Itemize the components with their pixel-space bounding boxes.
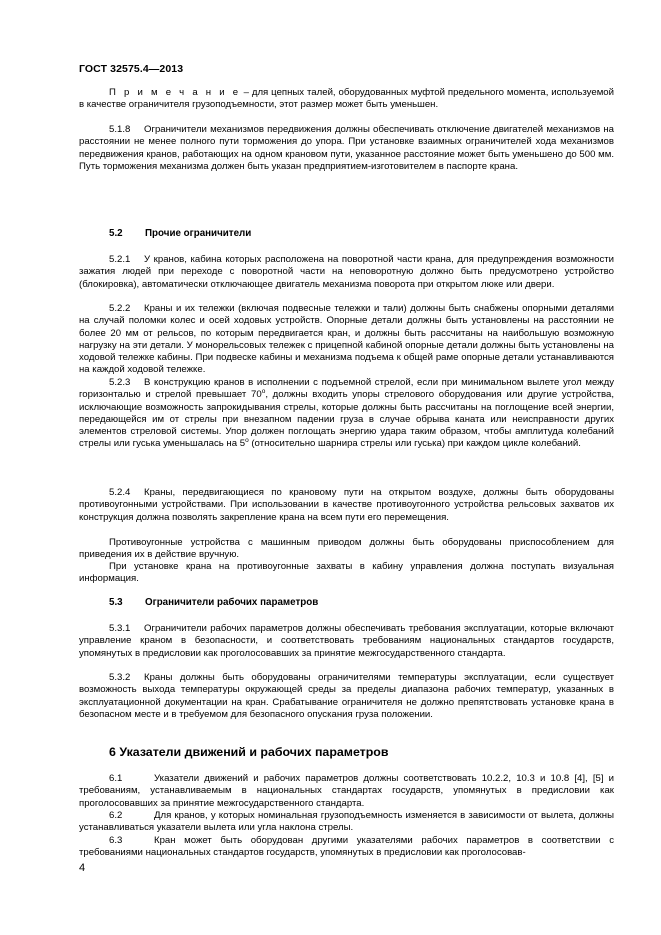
section-number: 5.2 bbox=[109, 228, 123, 239]
clause-5-2-4-para-2 bbox=[79, 537, 614, 562]
clause-text: Краны, передвигающиеся по крановому пути на открытом воздухе, должны быть оборудованы противоугонными устройствами. При использовании в качестве противоугонного устройства рельсовых захватов их конструкция должна позволять закрепление крана на всем пути его перемещения. bbox=[79, 487, 614, 523]
section-6-heading: 6 Указатели движений и рабочих параметров bbox=[109, 745, 389, 759]
clause-6-3 bbox=[79, 835, 614, 860]
clause-number: 5.2.4 bbox=[109, 487, 131, 498]
note-paragraph bbox=[79, 87, 614, 112]
section-5-2-heading bbox=[109, 228, 251, 239]
clause-6-1 bbox=[79, 773, 614, 810]
paragraph-text: Противоугонные устройства с машинным приводом должны быть оборудованы приспособлением для приведения их в действие вручную. bbox=[79, 537, 614, 561]
clause-number: 5.2.2 bbox=[109, 303, 131, 314]
clause-5-2-3 bbox=[79, 377, 614, 451]
clause-number: 6.1 bbox=[109, 773, 123, 784]
clause-5-3-2 bbox=[79, 672, 614, 721]
clause-text: Кран может быть оборудован другими указателями рабочих параметров в соответствии с требованиями национальных стандартов государств, упомянутых в предисловии как проголосовав- bbox=[79, 835, 614, 859]
clause-number: 6.3 bbox=[109, 835, 123, 846]
section-title: Прочие ограничители bbox=[145, 228, 252, 239]
clause-text: Краны и их тележки (включая подвесные тележки и тали) должны быть снабжены опорными деталями на случай поломки колес и осей ходовых устройств. Опорные детали должны быть установлены на расстоянии не более 20 мм от рельсов, по которым передвигается кран, и должны быть рассчитаны на наибольшую возможную нагрузку на эти детали. У монорельсовых тележек с прицепной кабиной опорные детали должны быть установлены на ходовой тележке кабины. При подвеске кабины и механизма подъема к общей раме опорные детали устанавливаются на каждой ходовой тележке. bbox=[79, 303, 614, 376]
section-title: Ограничители рабочих параметров bbox=[145, 597, 319, 608]
section-5-3-heading bbox=[109, 597, 318, 608]
note-text: – для цепных талей, оборудованных муфтой предельного момента, используемой в качестве ограничителя грузоподъемности, этот размер может быть уменьшен. bbox=[79, 87, 614, 111]
clause-5-2-1 bbox=[79, 254, 614, 291]
clause-number: 6.2 bbox=[109, 810, 123, 821]
clause-number: 5.1.8 bbox=[109, 124, 131, 135]
clause-5-2-2 bbox=[79, 303, 614, 377]
clause-text-a: В конструкцию кранов в исполнении с подъемной стрелой, если при минимальном вылете угол между горизонталью и стрелой превышает 70 bbox=[79, 377, 614, 401]
standard-header: ГОСТ 32575.4—2013 bbox=[79, 63, 184, 75]
clause-text-c: (относительно шарнира стрелы или гуська) при каждом цикле колебаний. bbox=[248, 438, 581, 450]
clause-5-1-8 bbox=[79, 124, 614, 173]
clause-number: 5.2.1 bbox=[109, 254, 131, 265]
clause-text: У кранов, кабина которых расположена на поворотной части крана, для предупреждения возможности зажатия людей при переходе с поворотной части на неповоротную должно быть предусмотрено устройство (блокировка), автоматически отключающее двигатель механизма поворота при открытом люке или двери. bbox=[79, 254, 614, 290]
clause-6-2 bbox=[79, 810, 614, 835]
page-number: 4 bbox=[79, 862, 86, 874]
clause-5-3-1 bbox=[79, 623, 614, 660]
clause-text: Указатели движений и рабочих параметров должны соответствовать 10.2.2, 10.3 и 10.8 [4], [5] и требованиям, устанавливаемым в национальных стандартах государств, упомянутых в предисловии как проголосовавших за принятие межгосударственного стандарта. bbox=[79, 773, 614, 809]
clause-text-b: , должны входить упоры стрелового оборудования или другие устройства, исключающие возможность запрокидывания стрелы, которые должны быть рассчитаны на поглощение всей энергии, передающейся им от стрелы при внезапном падении груза в случае обрыва каната или неисправности других элементов стреловой системы. Упор должен поглощать энергию удара таким образом, чтобы амплитуда колебаний стрелы или гуська уменьшалась на 5 bbox=[79, 389, 615, 450]
section-number: 5.3 bbox=[109, 597, 123, 608]
clause-5-2-4 bbox=[79, 487, 614, 524]
clause-text: Краны должны быть оборудованы ограничителями температуры эксплуатации, если существует возможность выхода температуры окружающей среды за пределы диапазона рабочих температур, указанных в эксплуатационной документации на кран. Срабатывание ограничителя не должно препятствовать установке крана в безопасном месте и в требуемом для безопасного опускания груза положении. bbox=[79, 672, 614, 720]
degree-sign: о bbox=[261, 388, 266, 396]
clause-number: 5.3.2 bbox=[109, 672, 131, 683]
clause-5-2-4-para-3 bbox=[79, 561, 614, 586]
paragraph-text: При установке крана на противоугонные захваты в кабину управления должна поступать визуальная информация. bbox=[79, 561, 614, 585]
clause-number: 5.3.1 bbox=[109, 623, 131, 634]
note-label: П р и м е ч а н и е bbox=[109, 87, 241, 98]
clause-number: 5.2.3 bbox=[109, 377, 131, 388]
degree-sign: о bbox=[245, 437, 249, 445]
clause-text: Ограничители рабочих параметров должны обеспечивать требования эксплуатации, которые включают управление краном в безопасности, и соответствовать требованиям национальных стандартов государств, упомянутых в предисловии как проголосовавших за принятие межгосударственного стандарта. bbox=[79, 623, 614, 659]
clause-text: Для кранов, у которых номинальная грузоподъемность изменяется в зависимости от вылета, должны устанавливаться указатели вылета или угла наклона стрелы. bbox=[79, 810, 614, 834]
clause-text: Ограничители механизмов передвижения должны обеспечивать отключение двигателей механизмов на расстоянии не менее полного пути торможения до упора. При установке взаимных ограничителей хода механизмов передвижения кранов, работающих на одном крановом пути, указанное расстояние может быть уменьшено до 500 мм. Путь торможения механизма должен быть указан предприятием-изготовителем в паспорте крана. bbox=[79, 124, 614, 172]
